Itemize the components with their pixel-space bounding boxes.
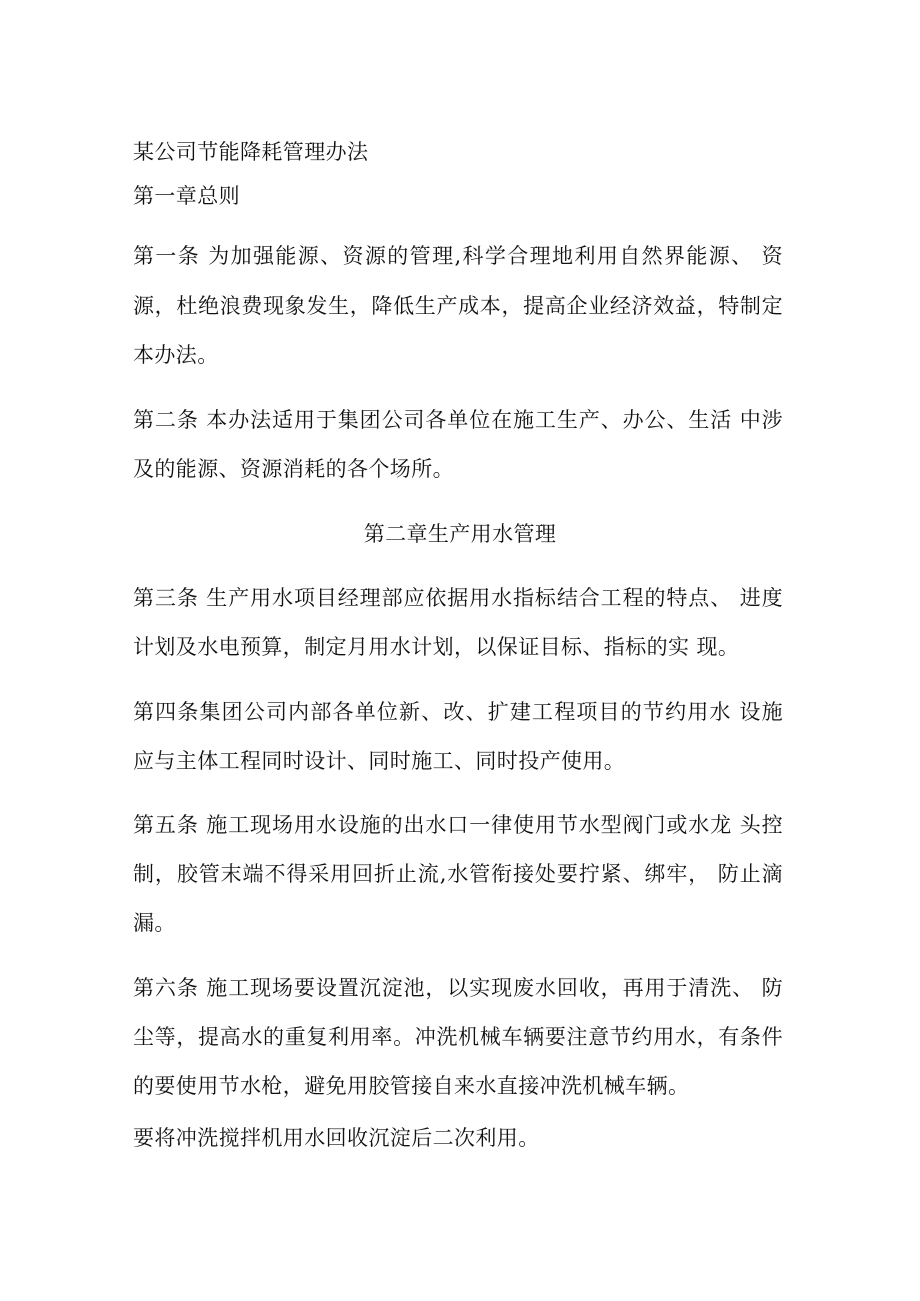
article-5-line-1: 第五条 施工现场用水设施的出水口一律使用节水型阀门或水龙 头控	[133, 813, 783, 837]
article-5-line-3: 漏。	[133, 911, 176, 935]
article-5-line-2: 制，胶管末端不得采用回折止流,水管衔接处要拧紧、绑牢， 防止滴	[133, 862, 783, 886]
article-3-line-2: 计划及水电预算，制定月用水计划，以保证目标、指标的实 现。	[133, 635, 740, 659]
article-6-line-2: 尘等，提高水的重复利用率。冲洗机械车辆要注意节约用水，有条件	[133, 1025, 783, 1049]
article-3-line-1: 第三条 生产用水项目经理部应依据用水指标结合工程的特点、 进度	[133, 586, 783, 610]
article-1-line-2: 源，杜绝浪费现象发生，降低生产成本，提高企业经济效益，特制定	[133, 294, 783, 318]
article-4-line-1: 第四条集团公司内部各单位新、改、扩建工程项目的节约用水 设施	[133, 700, 783, 724]
article-2-line-2: 及的能源、资源消耗的各个场所。	[133, 457, 454, 481]
article-2-line-1: 第二条 本办法适用于集团公司各单位在施工生产、办公、生活 中涉	[133, 408, 783, 432]
article-6-line-1: 第六条 施工现场要设置沉淀池，以实现废水回收，再用于清洗、 防	[133, 976, 783, 1000]
article-6-extra-line: 要将冲洗搅拌机用水回收沉淀后二次利用。	[133, 1126, 540, 1150]
article-4-line-2: 应与主体工程同时设计、同时施工、同时投产使用。	[133, 749, 626, 773]
document-title: 某公司节能降耗管理办法	[133, 140, 369, 164]
article-6-line-3: 的要使用节水枪，避免用胶管接自来水直接冲洗机械车辆。	[133, 1074, 690, 1098]
article-1-line-3: 本办法。	[133, 343, 219, 367]
chapter-2-heading: 第二章生产用水管理	[363, 522, 557, 546]
chapter-1-heading: 第一章总则	[133, 184, 240, 208]
article-1-line-1: 第一条 为加强能源、资源的管理,科学合理地利用自然界能源、 资	[133, 244, 783, 268]
